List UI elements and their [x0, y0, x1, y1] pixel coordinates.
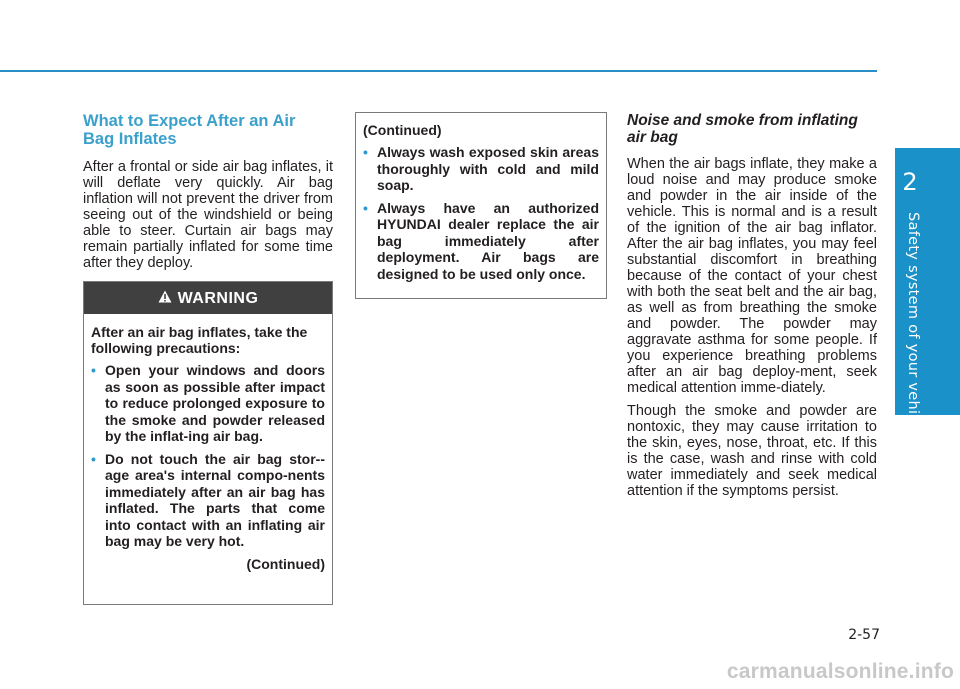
intro-paragraph: After a frontal or side air bag inflates, it will deflate very quickly. Air bag inflation will not prevent the driver from seeing out of the windshield or being able to steer. Curtain air bags may remain partially inflated for some time after they deploy. — [83, 159, 333, 271]
bullet-icon: • — [91, 362, 96, 378]
column-right — [627, 112, 877, 506]
continued-item-text: Always wash exposed skin areas thoroughly with cold and mild soap. — [377, 144, 599, 193]
section-heading-line2: Bag Inflates — [83, 130, 177, 148]
column-left — [83, 112, 333, 278]
continued-body — [356, 122, 606, 282]
chapter-tab — [895, 148, 960, 437]
header-rule — [0, 70, 877, 72]
section-heading-line1: What to Expect After an Air — [83, 112, 296, 130]
noise-paragraph: When the air bags inflate, they make a loud noise and may produce smoke and powder in the air inside of the vehicle. This is normal and is a result of the ignition of the air bag inflator. After the air bag inflates, you may feel substantial discomfort in breathing because of the contact of your chest with both the seat belt and the air bag, as well as from breathing the smoke and powder. The powder may aggravate asthma for some people. If you experience breathing problems after an air bag deploy-ment, seek medical attention imme-diately. — [627, 156, 877, 396]
subheading — [627, 112, 877, 146]
subheading-line1: Noise and smoke from inflating — [627, 112, 858, 129]
continued-label: (Continued) — [363, 122, 442, 138]
continued-item-text: Always have an authorized HYUNDAI dealer replace the air bag immediately after deployment. Air bags are designed to be used only once. — [377, 199, 599, 282]
chapter-number: 2 — [902, 168, 918, 196]
warning-lead: After an air bag inflates, take the following precautions: — [91, 324, 308, 356]
warning-item-text: Do not touch the air bag stor-age area's internal compo-nents immediately after an air bag has inflated. The parts that come into contact with an inflating air bag may be very hot. — [105, 450, 325, 549]
continued-list-item — [363, 144, 599, 194]
watermark: carmanualsonline.info — [726, 660, 954, 683]
warning-list-item — [91, 451, 325, 550]
warning-triangle-icon — [158, 282, 172, 314]
continued-warning-box — [355, 112, 607, 299]
warning-list-item — [91, 362, 325, 445]
continued-list — [363, 144, 599, 282]
subheading-line2: air bag — [627, 129, 678, 146]
bullet-icon: • — [363, 199, 368, 216]
warning-box — [83, 281, 333, 605]
warning-body — [84, 324, 332, 572]
warning-title: WARNING — [177, 290, 259, 307]
warning-list — [91, 362, 325, 550]
bullet-icon: • — [363, 144, 368, 160]
bullet-icon: • — [91, 450, 96, 467]
chapter-title: Safety system of your vehicle — [905, 212, 921, 437]
section-heading — [83, 112, 333, 148]
continued-list-item — [363, 200, 599, 283]
warning-header — [84, 282, 332, 314]
page-number: 2-57 — [848, 627, 880, 643]
warning-item-text: Open your windows and doors as soon as possible after impact to reduce prolonged exposure to the smoke and powder released by the inflat-ing air bag. — [105, 362, 325, 444]
smoke-paragraph: Though the smoke and powder are nontoxic, they may cause irritation to the skin, eyes, nose, throat, etc. If this is the case, wash and rinse with cold water immediately and seek medical attention if the symptoms persist. — [627, 403, 877, 499]
warning-continued: (Continued) — [246, 555, 325, 572]
